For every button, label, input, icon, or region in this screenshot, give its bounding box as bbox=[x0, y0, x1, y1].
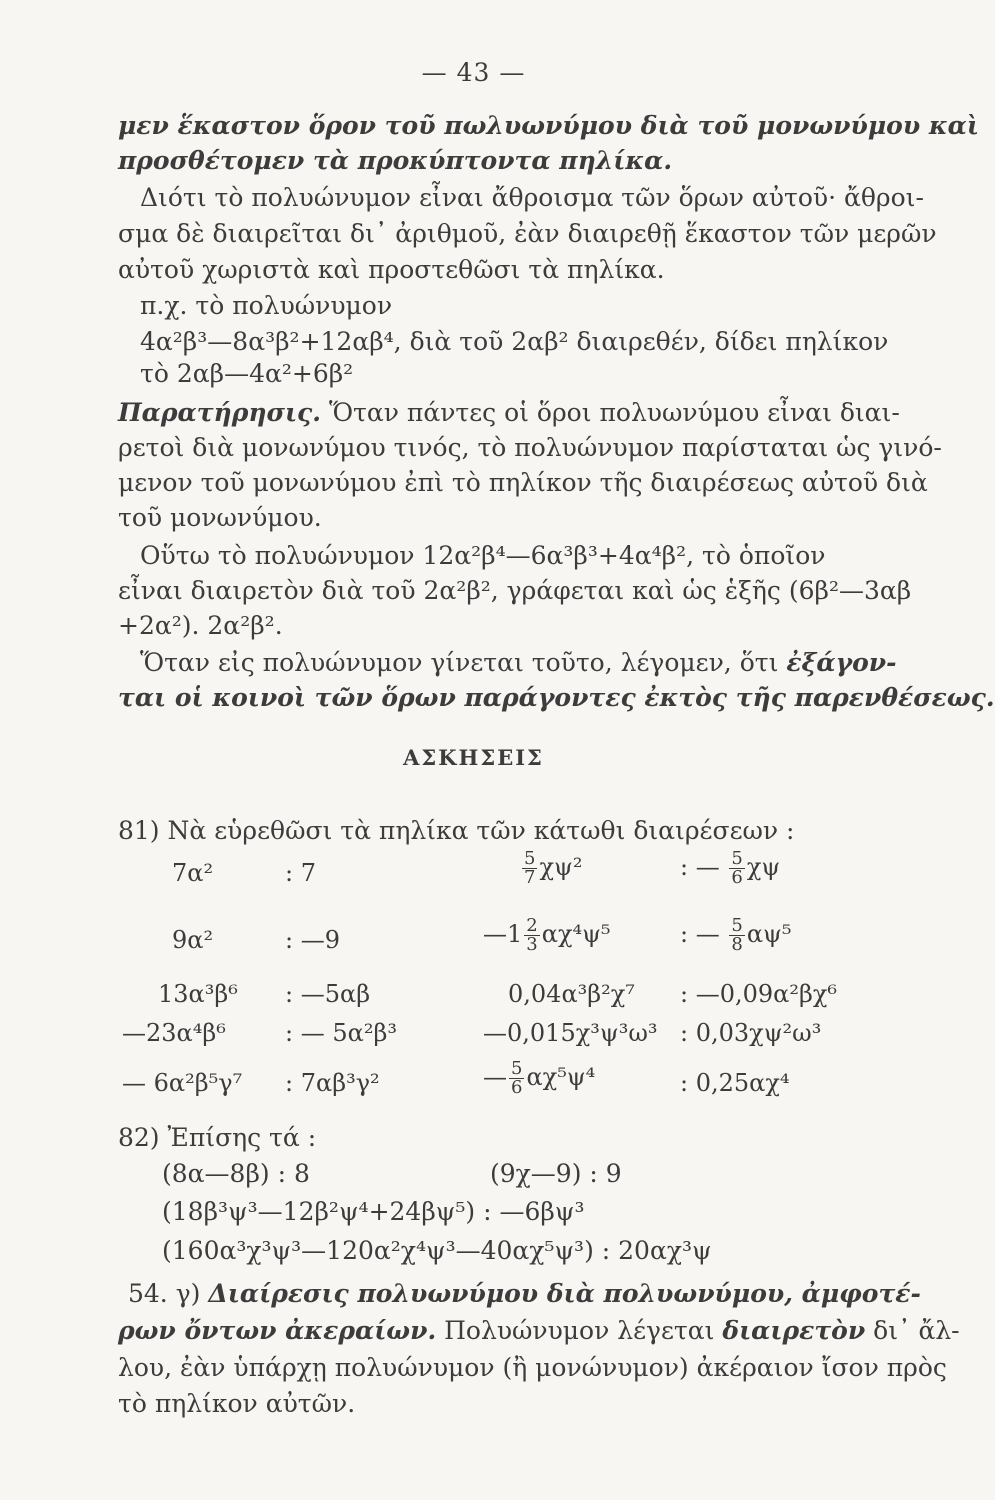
sec54-line3: λου, ἐὰν ὑπάρχῃ πολυώνυμον (ἢ μονώνυμον) ἀκέραιον ἴσον πρὸς bbox=[118, 1353, 947, 1382]
ex81-row1-d: : — $\frac{5}{6}$ χψ bbox=[680, 848, 781, 888]
sec54-term: διαιρετὸν bbox=[722, 1316, 866, 1345]
fraction: $\frac{2}{3}$ bbox=[526, 915, 538, 955]
ex81-row3-a: 13α³β⁶ bbox=[158, 980, 238, 1008]
para1-line4: σμα δὲ διαιρεῖται δι᾽ ἀριθμοῦ, ἐὰν διαιρεθῇ ἕκαστον τῶν μερῶν bbox=[118, 219, 937, 248]
remark-line2: ρετοὶ διὰ μονωνύμου τινός, τὸ πολυώνυμον παρίσταται ὡς γινό- bbox=[118, 433, 942, 462]
ex81-row4-b: : — 5α²β³ bbox=[285, 1019, 397, 1047]
para1-line2: προσθέτομεν τὰ προκύπτοντα πηλίκα. bbox=[118, 146, 673, 175]
ex81-row4-c: —0,015χ³ψ³ω³ bbox=[483, 1019, 658, 1047]
remark-line3: μενον τοῦ μονωνύμου ἐπὶ τὸ πηλίκον τῆς διαιρέσεως αὐτοῦ διὰ bbox=[118, 468, 928, 497]
example-line3: τὸ 2αβ—4α²+6β² bbox=[140, 359, 354, 388]
example-line2: 4α²β³—8α³β²+12αβ⁴, διὰ τοῦ 2αβ² διαιρεθέν, δίδει πηλίκον bbox=[140, 327, 889, 356]
ex81-row3-d: : —0,09α²βχ⁶ bbox=[680, 980, 838, 1008]
ex81-row1-b: : 7 bbox=[285, 859, 316, 887]
para1-line3: Διότι τὸ πολυώνυμον εἶναι ἄθροισμα τῶν ὅρων αὐτοῦ· ἄθροι- bbox=[140, 183, 924, 212]
remark-line9: ται οἱ κοινοὶ τῶν ὅρων παράγοντες ἐκτὸς τῆς παρενθέσεως. bbox=[118, 683, 995, 712]
remark-label: Παρατήρησις. bbox=[118, 398, 321, 427]
sec54-line1 bbox=[128, 1278, 921, 1310]
remark-line8 bbox=[140, 647, 897, 679]
ex81-row3-c: 0,04α³β²χ⁷ bbox=[508, 980, 635, 1008]
ex81-intro: 81) Νὰ εὑρεθῶσι τὰ πηλίκα τῶν κάτωθι διαιρέσεων : bbox=[118, 816, 795, 845]
remark-line4: τοῦ μονωνύμου. bbox=[118, 503, 322, 532]
ex81-row4-a: —23α⁴β⁶ bbox=[122, 1019, 226, 1047]
sec54-line4: τὸ πηλίκον αὐτῶν. bbox=[118, 1389, 356, 1418]
sec54-text2b: δι᾽ ἄλ- bbox=[873, 1316, 960, 1345]
remark-line5: Οὕτω τὸ πολυώνυμον 12α²β⁴—6α³β³+4α⁴β², τὸ ὁποῖον bbox=[140, 541, 826, 570]
ex82-row1a: (8α—8β) : 8 bbox=[162, 1159, 310, 1188]
page-number: — 43 — bbox=[421, 58, 526, 87]
remark-line8-italic: ἐξάγον- bbox=[786, 648, 897, 677]
ex81-row4-d: : 0,03χψ²ω³ bbox=[680, 1019, 822, 1047]
sec54-title2: ρων ὄντων ἀκεραίων. bbox=[118, 1316, 437, 1345]
ex81-row5-a: — 6α²β⁵γ⁷ bbox=[122, 1069, 243, 1097]
fraction: $\frac{5}{6}$ bbox=[731, 848, 743, 888]
ex82-row1b: (9χ—9) : 9 bbox=[490, 1159, 622, 1188]
ex81-row5-c: — $\frac{5}{6}$ αχ⁵ψ⁴ bbox=[483, 1058, 596, 1098]
remark-line7: +2α²). 2α²β². bbox=[118, 611, 283, 640]
fraction: $\frac{5}{7}$ bbox=[524, 848, 536, 888]
remark-text1: Ὅταν πάντες οἱ ὅροι πολυωνύμου εἶναι διαι- bbox=[328, 398, 900, 427]
remark-line6: εἶναι διαιρετὸν διὰ τοῦ 2α²β², γράφεται καὶ ὡς ἑξῆς (6β²—3αβ bbox=[118, 576, 912, 605]
sec54-text2: Πολυώνυμον λέγεται bbox=[444, 1316, 715, 1345]
ex81-row5-d: : 0,25αχ⁴ bbox=[680, 1069, 790, 1097]
sec54-title1: Διαίρεσις πολυωνύμου διὰ πολυωνύμου, ἀμφοτέ- bbox=[208, 1279, 921, 1308]
ex81-row1-c: $\frac{5}{7}$ χψ² bbox=[524, 848, 583, 888]
ex81-row5-b: : 7αβ³γ² bbox=[285, 1069, 380, 1097]
exercises-heading: ΑΣΚΗΣΕΙΣ bbox=[403, 745, 544, 770]
ex81-row1-a: 7α² bbox=[172, 859, 214, 887]
ex82-row2: (18β³ψ³—12β²ψ⁴+24βψ⁵) : —6βψ³ bbox=[162, 1197, 585, 1226]
sec54-number: 54. γ) bbox=[128, 1279, 201, 1308]
ex81-row2-d: : — $\frac{5}{8}$ αψ⁵ bbox=[680, 915, 792, 955]
remark-line8-text: Ὅταν εἰς πολυώνυμον γίνεται τοῦτο, λέγομεν, ὅτι bbox=[140, 648, 779, 677]
ex81-row3-b: : —5αβ bbox=[285, 980, 371, 1008]
fraction: $\frac{5}{6}$ bbox=[511, 1058, 523, 1098]
remark-line1 bbox=[118, 397, 900, 429]
ex81-row2-a: 9α² bbox=[172, 926, 214, 954]
para1-line1: μεν ἕκαστον ὅρον τοῦ πωλυωνύμου διὰ τοῦ μονωνύμου καὶ bbox=[118, 111, 979, 140]
ex82-intro: 82) Ἐπίσης τά : bbox=[118, 1123, 317, 1152]
ex81-row2-c: —1 $\frac{2}{3}$ αχ⁴ψ⁵ bbox=[483, 915, 611, 955]
sec54-line2 bbox=[118, 1315, 960, 1347]
para1-line5: αὐτοῦ χωριστὰ καὶ προστεθῶσι τὰ πηλίκα. bbox=[118, 255, 665, 284]
example-line1: π.χ. τὸ πολυώνυμον bbox=[140, 291, 393, 320]
ex82-row3: (160α³χ³ψ³—120α²χ⁴ψ³—40αχ⁵ψ³) : 20αχ³ψ bbox=[162, 1236, 712, 1265]
ex81-row2-b: : —9 bbox=[285, 926, 340, 954]
fraction: $\frac{5}{8}$ bbox=[731, 915, 743, 955]
